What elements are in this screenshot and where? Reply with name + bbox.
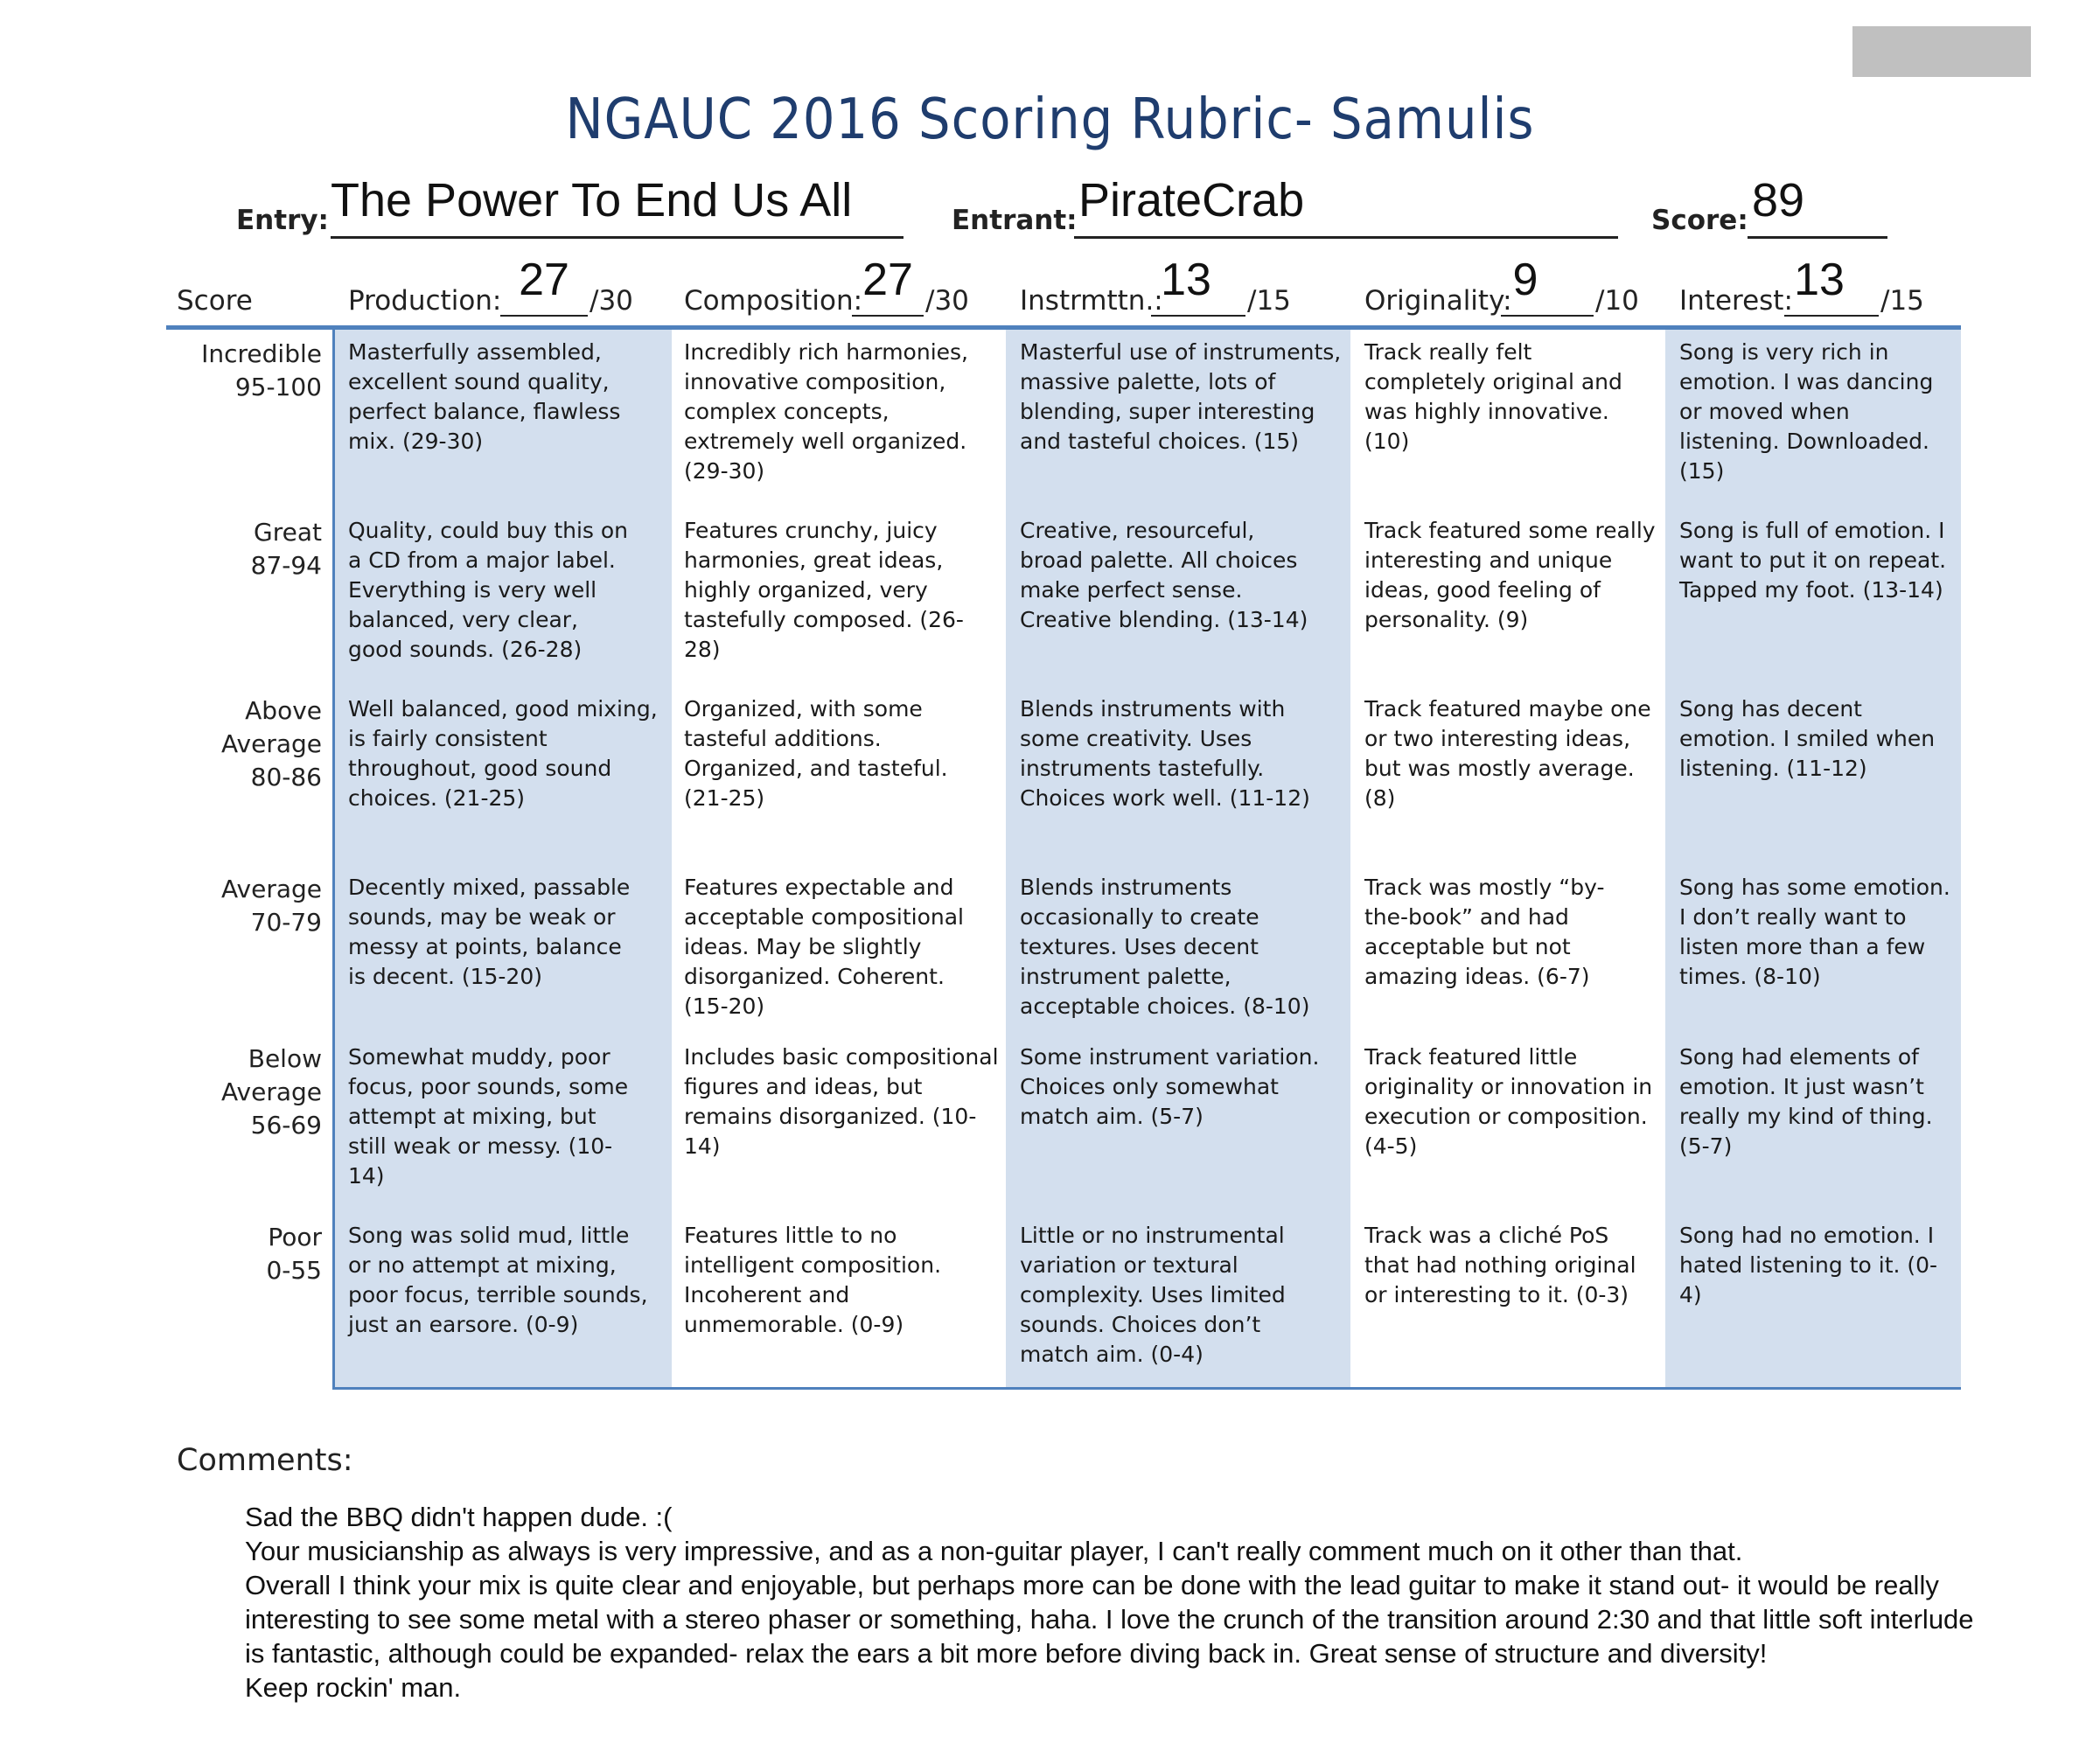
cell-incredible-originality: Track really felt completely original and was highly innovative. (10) bbox=[1364, 339, 1622, 454]
row-label-great bbox=[131, 516, 322, 582]
cell-average-instrumentation: Blends instruments occasionally to create textures. Uses decent instrument palette, acceptable choices. (8-10) bbox=[1020, 875, 1310, 1019]
entry-label: Entry: bbox=[236, 205, 329, 236]
instrumentation-line bbox=[1151, 315, 1245, 317]
cell-average-composition: Features expectable and acceptable compositional ideas. May be slightly disorganized. Coherent. (15-20) bbox=[684, 875, 965, 1019]
table-bottom-rule bbox=[332, 1387, 1961, 1390]
row-label-line: 95-100 bbox=[234, 373, 322, 401]
comments-body bbox=[245, 1500, 1994, 1705]
entrant-value: PirateCrab bbox=[1078, 174, 1305, 227]
cell-great-production: Quality, could buy this on a CD from a major label. Everything is very well balanced, very clear, good sounds. (26-28) bbox=[348, 518, 629, 662]
production-max: /30 bbox=[590, 285, 633, 317]
cell-great-originality: Track featured some really interesting and unique ideas, good feeling of personality. (9) bbox=[1364, 518, 1656, 632]
row-label-line: Average bbox=[221, 729, 322, 758]
cell-below-average-originality: Track featured little originality or innovation in execution or composition. (4-5) bbox=[1364, 1044, 1653, 1159]
cell-poor-composition: Features little to no intelligent composition. Incoherent and unmemorable. (0-9) bbox=[684, 1223, 942, 1337]
cell-incredible-interest: Song is very rich in emotion. I was dancing or moved when listening. Downloaded. (15) bbox=[1679, 339, 1934, 484]
row-label-line: Incredible bbox=[201, 339, 322, 368]
interest-label: Interest: bbox=[1679, 285, 1793, 317]
interest-score: 13 bbox=[1794, 254, 1845, 305]
cell-below-average-interest: Song had elements of emotion. It just wasn’t really my kind of thing. (5-7) bbox=[1679, 1044, 1933, 1159]
comment-line: Overall I think your mix is quite clear and enjoyable, but perhaps more can be done with the lead guitar to make it stand out- it would be really interesting to see some metal with a stereo phaser or something, haha. I love the crunch of the transition around 2:30 and that little soft interlude is fantastic, although could be expanded- relax the ears a bit more before diving back in. Great sense of structure and diversity! bbox=[245, 1570, 1982, 1669]
composition-label: Composition: bbox=[684, 285, 863, 317]
cell-average-interest: Song has some emotion. I don’t really want to listen more than a few times. (8-10) bbox=[1679, 875, 1950, 989]
composition-max: /30 bbox=[925, 285, 969, 317]
interest-line bbox=[1784, 315, 1879, 317]
comment-line: Sad the BBQ didn't happen dude. :( bbox=[245, 1502, 673, 1532]
cell-incredible-production: Masterfully assembled, excellent sound quality, perfect balance, flawless mix. (29-30) bbox=[348, 339, 621, 454]
score-line bbox=[1748, 236, 1887, 239]
row-label-line: Great bbox=[254, 518, 322, 547]
row-label-line: Average bbox=[221, 875, 322, 903]
originality-line bbox=[1501, 315, 1594, 317]
cell-great-interest: Song is full of emotion. I want to put it on repeat. Tapped my foot. (13-14) bbox=[1679, 518, 1947, 603]
instrumentation-max: /15 bbox=[1247, 285, 1291, 317]
row-label-poor bbox=[131, 1221, 322, 1287]
cell-above-average-interest: Song has decent emotion. I smiled when listening. (11-12) bbox=[1679, 696, 1936, 781]
entrant-line bbox=[1074, 236, 1618, 239]
composition-line bbox=[852, 315, 924, 317]
cell-incredible-instrumentation: Masterful use of instruments, massive palette, lots of blending, super interesting and tasteful choices. (15) bbox=[1020, 339, 1342, 454]
entrant-label: Entrant: bbox=[952, 205, 1078, 236]
row-label-line: 70-79 bbox=[250, 908, 322, 937]
row-label-above-average bbox=[131, 694, 322, 794]
row-label-line: 0-55 bbox=[266, 1256, 322, 1285]
entry-value: The Power To End Us All bbox=[331, 174, 853, 227]
cell-poor-interest: Song had no emotion. I hated listening to it. (0-4) bbox=[1679, 1223, 1938, 1307]
cell-average-production: Decently mixed, passable sounds, may be weak or messy at points, balance is decent. (15-20) bbox=[348, 875, 631, 989]
production-score: 27 bbox=[519, 254, 569, 305]
cell-great-instrumentation: Creative, resourceful, broad palette. All choices make perfect sense. Creative blending. (13-14) bbox=[1020, 518, 1308, 632]
cell-below-average-instrumentation: Some instrument variation. Choices only somewhat match aim. (5-7) bbox=[1020, 1044, 1320, 1129]
cell-above-average-composition: Organized, with some tasteful additions. Organized, and tasteful. (21-25) bbox=[684, 696, 948, 811]
row-label-line: Poor bbox=[268, 1223, 322, 1251]
composition-score: 27 bbox=[862, 254, 913, 305]
row-label-incredible bbox=[131, 338, 322, 404]
score-label: Score: bbox=[1651, 205, 1748, 236]
cell-incredible-composition: Incredibly rich harmonies, innovative composition, complex concepts, extremely well organized. (29-30) bbox=[684, 339, 968, 484]
interest-max: /15 bbox=[1880, 285, 1924, 317]
row-label-average bbox=[131, 873, 322, 939]
originality-score: 9 bbox=[1512, 254, 1538, 305]
cell-above-average-instrumentation: Blends instruments with some creativity. Uses instruments tastefully. Choices work well. (11-12) bbox=[1020, 696, 1310, 811]
comment-line: Keep rockin' man. bbox=[245, 1672, 462, 1703]
comments-label: Comments: bbox=[177, 1443, 353, 1478]
row-label-line: Below bbox=[248, 1044, 322, 1073]
cell-above-average-production: Well balanced, good mixing, is fairly consistent throughout, good sound choices. (21-25) bbox=[348, 696, 658, 811]
cell-poor-originality: Track was a cliché PoS that had nothing original or interesting to it. (0-3) bbox=[1364, 1223, 1636, 1307]
originality-label: Originality: bbox=[1364, 285, 1512, 317]
row-label-line: Average bbox=[221, 1077, 322, 1106]
page-title: NGAUC 2016 Scoring Rubric- Samulis bbox=[565, 87, 1535, 152]
cell-below-average-production: Somewhat muddy, poor focus, poor sounds, some attempt at mixing, but still weak or messy. (10-14) bbox=[348, 1044, 629, 1189]
cell-below-average-composition: Includes basic compositional figures and ideas, but remains disorganized. (10-14) bbox=[684, 1044, 999, 1159]
instrumentation-label: Instrmttn.: bbox=[1020, 285, 1163, 317]
row-label-line: 87-94 bbox=[250, 551, 322, 580]
table-top-rule bbox=[166, 325, 1961, 330]
row-label-below-average bbox=[131, 1042, 322, 1142]
cell-poor-production: Song was solid mud, little or no attempt at mixing, poor focus, terrible sounds, just an earsore. (0-9) bbox=[348, 1223, 648, 1337]
production-label: Production: bbox=[348, 285, 502, 317]
cell-average-originality: Track was mostly “by-the-book” and had acceptable but not amazing ideas. (6-7) bbox=[1364, 875, 1605, 989]
score-column-header: Score bbox=[177, 285, 253, 317]
row-label-line: 56-69 bbox=[250, 1111, 322, 1140]
score-value: 89 bbox=[1752, 174, 1805, 227]
cell-above-average-originality: Track featured maybe one or two interesting ideas, but was mostly average. (8) bbox=[1364, 696, 1651, 811]
cell-poor-instrumentation: Little or no instrumental variation or textural complexity. Uses limited sounds. Choices don’t match aim. (0-4) bbox=[1020, 1223, 1286, 1367]
row-label-line: Above bbox=[245, 696, 322, 725]
comment-line: Your musicianship as always is very impressive, and as a non-guitar player, I can't really comment much on it other than that. bbox=[245, 1536, 1743, 1566]
entry-line bbox=[331, 236, 903, 239]
production-line bbox=[500, 315, 588, 317]
table-left-rule bbox=[332, 330, 335, 1390]
gray-header-box bbox=[1852, 26, 2031, 77]
instrumentation-score: 13 bbox=[1161, 254, 1211, 305]
originality-max: /10 bbox=[1595, 285, 1639, 317]
row-label-line: 80-86 bbox=[250, 763, 322, 791]
cell-great-composition: Features crunchy, juicy harmonies, great ideas, highly organized, very tastefully composed. (26-28) bbox=[684, 518, 964, 662]
